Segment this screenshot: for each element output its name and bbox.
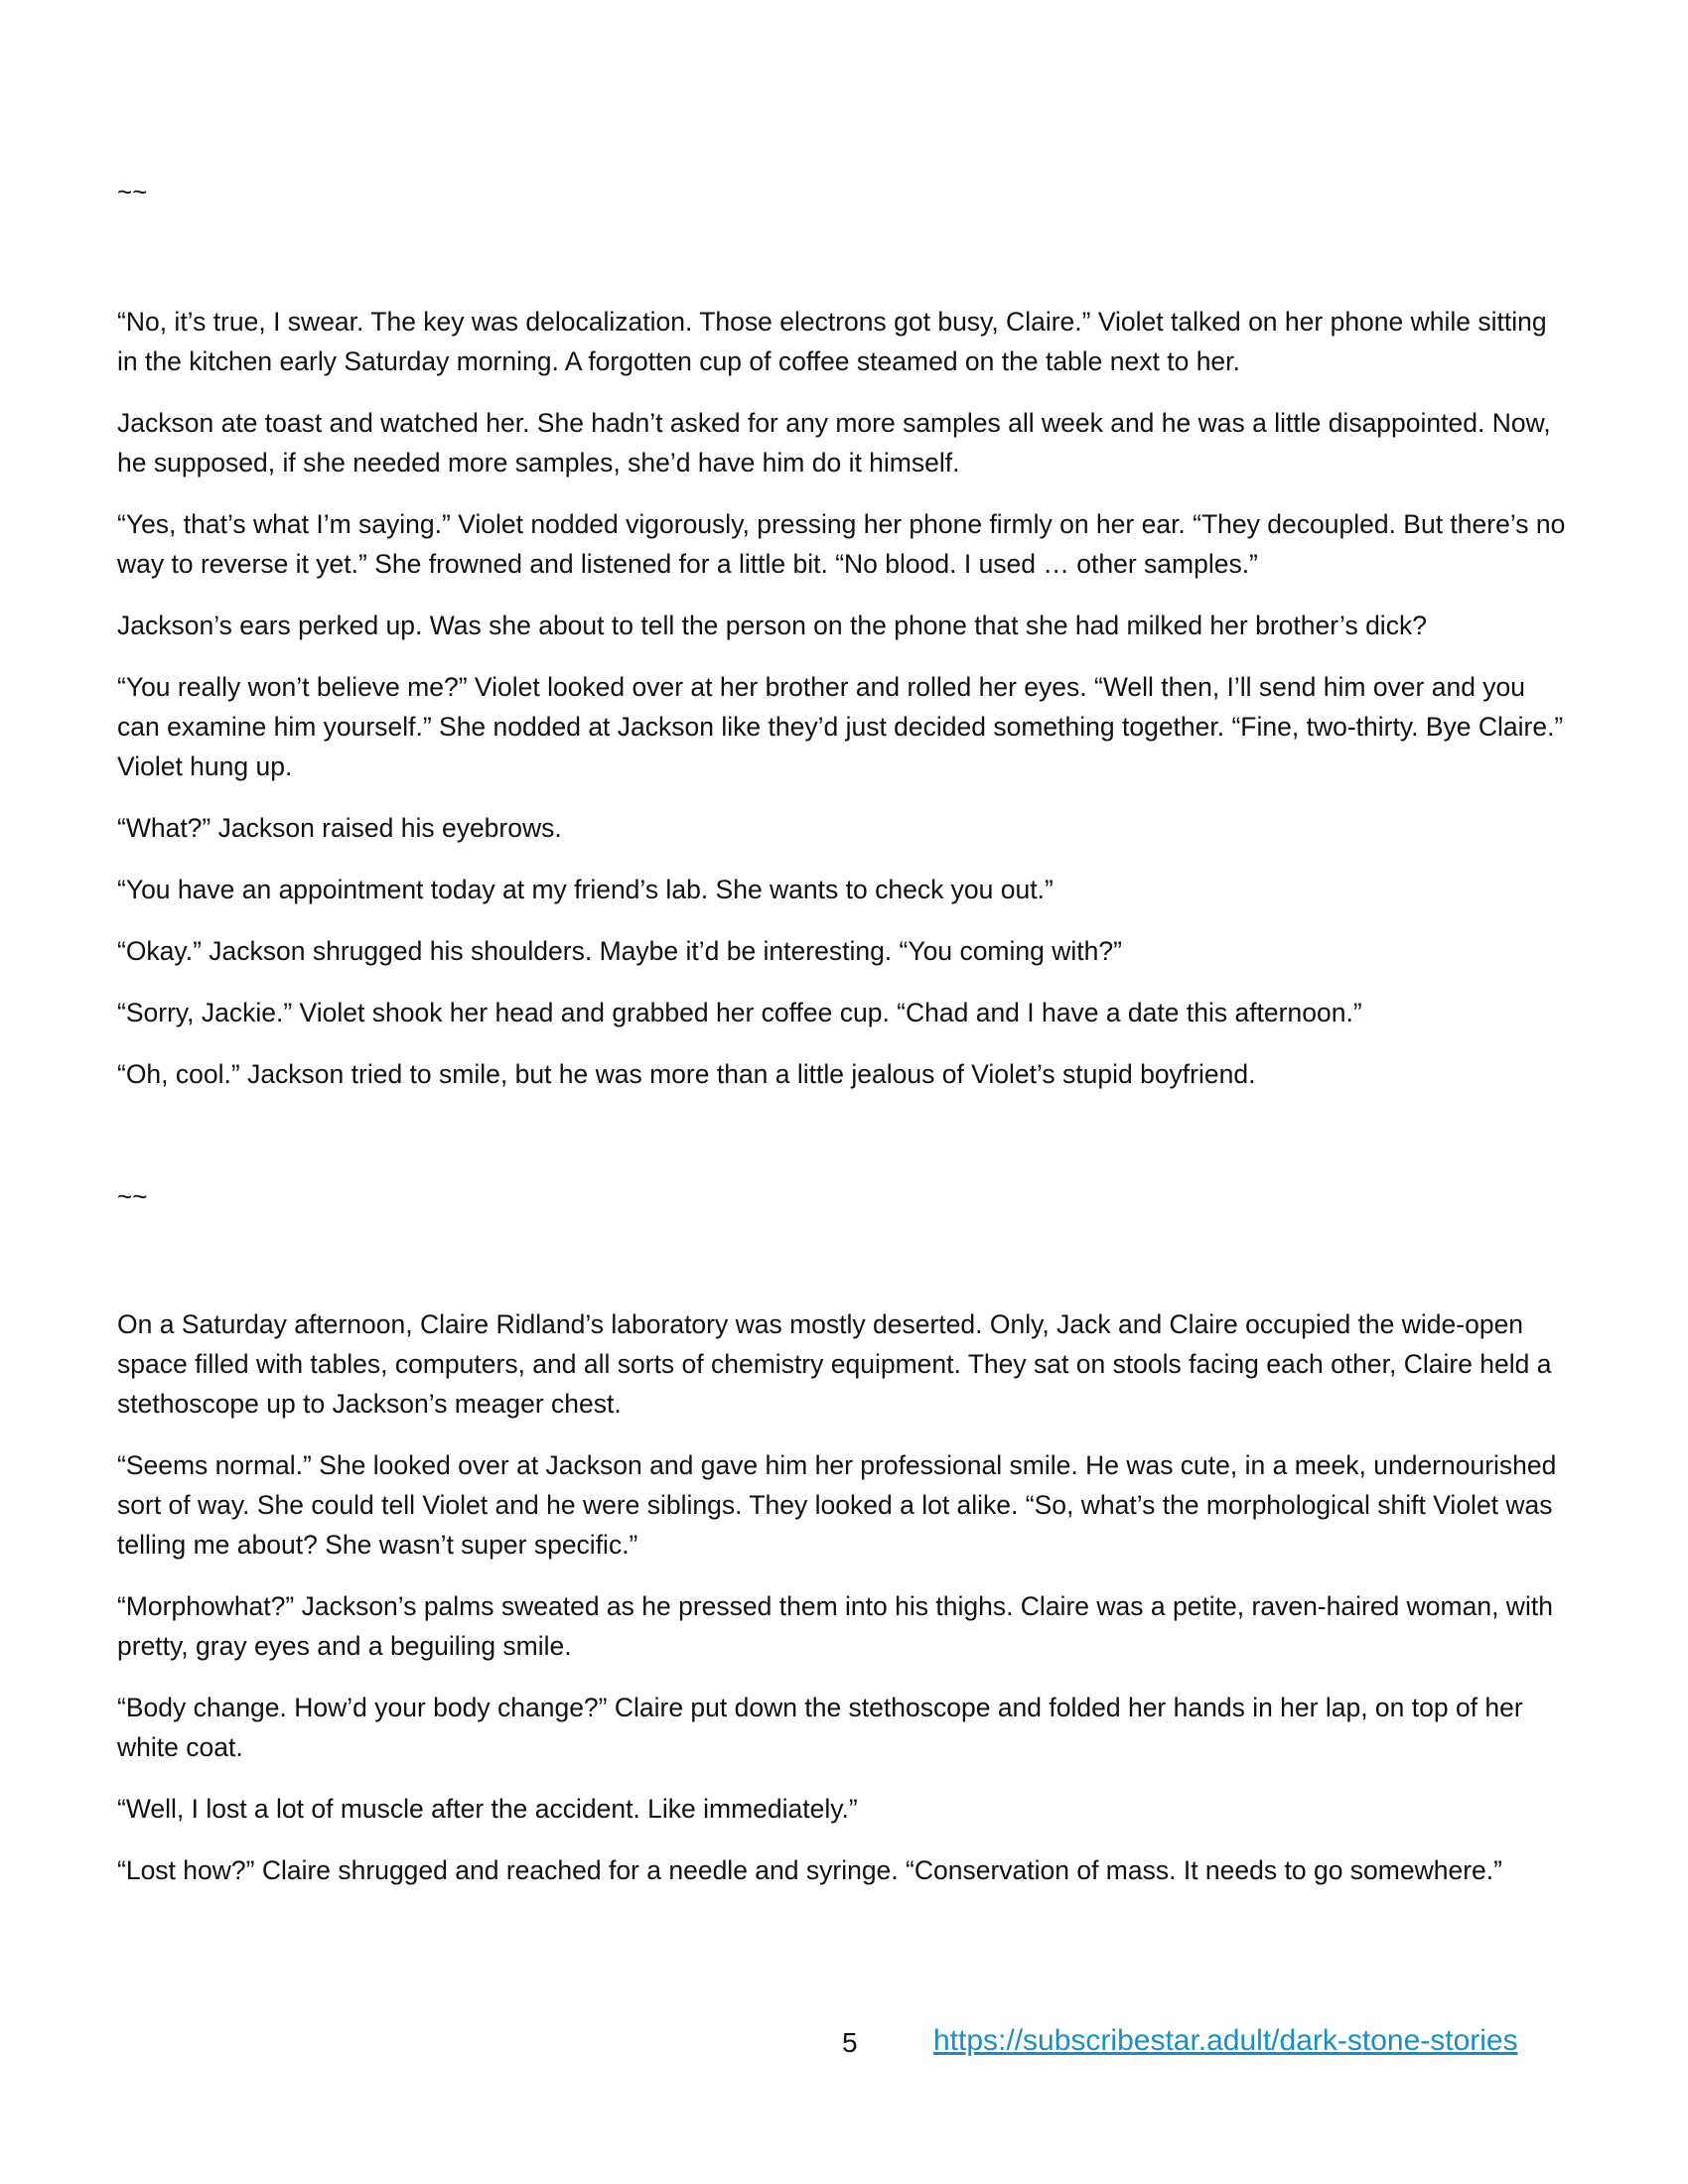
paragraph: “Body change. How’d your body change?” Claire put down the stethoscope and folded her hands in her lap, on top of her white coat. (117, 1693, 1523, 1762)
section-1-text (117, 302, 1567, 1116)
paragraph: “Morphowhat?” Jackson’s palms sweated as he pressed them into his thighs. Claire was a petite, raven-haired woman, with pretty, gray eyes and a beguiling smile. (117, 1591, 1553, 1661)
paragraph: “Oh, cool.” Jackson tried to smile, but he was more than a little jealous of Violet’s stupid boyfriend. (117, 1059, 1256, 1089)
paragraph: “No, it’s true, I swear. The key was delocalization. Those electrons got busy, Claire.” Violet talked on her phone while sitting in the kitchen early Saturday morning. A forgotten cup of coffee steamed on the table next to her. (117, 307, 1547, 376)
section-separator: ~~ (117, 1181, 148, 1211)
paragraph: Jackson’s ears perked up. Was she about to tell the person on the phone that she had milked her brother’s dick? (117, 611, 1427, 640)
paragraph: “You have an appointment today at my friend’s lab. She wants to check you out.” (117, 875, 1054, 904)
page-number: 5 (842, 2027, 858, 2058)
paragraph: “Sorry, Jackie.” Violet shook her head and grabbed her coffee cup. “Chad and I have a date this afternoon.” (117, 998, 1362, 1027)
paragraph: “Yes, that’s what I’m saying.” Violet nodded vigorously, pressing her phone firmly on her ear. “They decoupled. But there’s no way to reverse it yet.” She frowned and listened for a little bit. “No blood. I used … other samples.” (117, 509, 1566, 579)
section-separator: ~~ (117, 177, 148, 206)
paragraph: “Lost how?” Claire shrugged and reached for a needle and syringe. “Conservation of mass. It needs to go somewhere.” (117, 1855, 1502, 1885)
section-2-text (117, 1304, 1567, 1912)
paragraph: Jackson ate toast and watched her. She hadn’t asked for any more samples all week and he was a little disappointed. Now, he supposed, if she needed more samples, she’d have him do it himself. (117, 408, 1551, 478)
paragraph: “Okay.” Jackson shrugged his shoulders. Maybe it’d be interesting. “You coming with?” (117, 936, 1122, 966)
paragraph: “What?” Jackson raised his eyebrows. (117, 813, 562, 843)
paragraph: “You really won’t believe me?” Violet looked over at her brother and rolled her eyes. “Well then, I’ll send him over and you can examine him yourself.” She nodded at Jackson like they’d just decided something together. “Fine, two-thirty. Bye Claire.” Violet hung up. (117, 672, 1564, 781)
footer-link[interactable]: https://subscribestar.adult/dark-stone-stories (933, 2024, 1518, 2057)
paragraph: “Seems normal.” She looked over at Jackson and gave him her professional smile. He was cute, in a meek, undernourished sort of way. She could tell Violet and he were siblings. They looked a lot alike. “So, what’s the morphological shift Violet was telling me about? She wasn’t super specific.” (117, 1450, 1557, 1560)
paragraph: On a Saturday afternoon, Claire Ridland’s laboratory was mostly deserted. Only, Jack and Claire occupied the wide-open space filled with tables, computers, and all sorts of chemistry equipment. They sat on stools facing each other, Claire held a stethoscope up to Jackson’s meager chest. (117, 1309, 1552, 1419)
paragraph: “Well, I lost a lot of muscle after the accident. Like immediately.” (117, 1794, 858, 1824)
